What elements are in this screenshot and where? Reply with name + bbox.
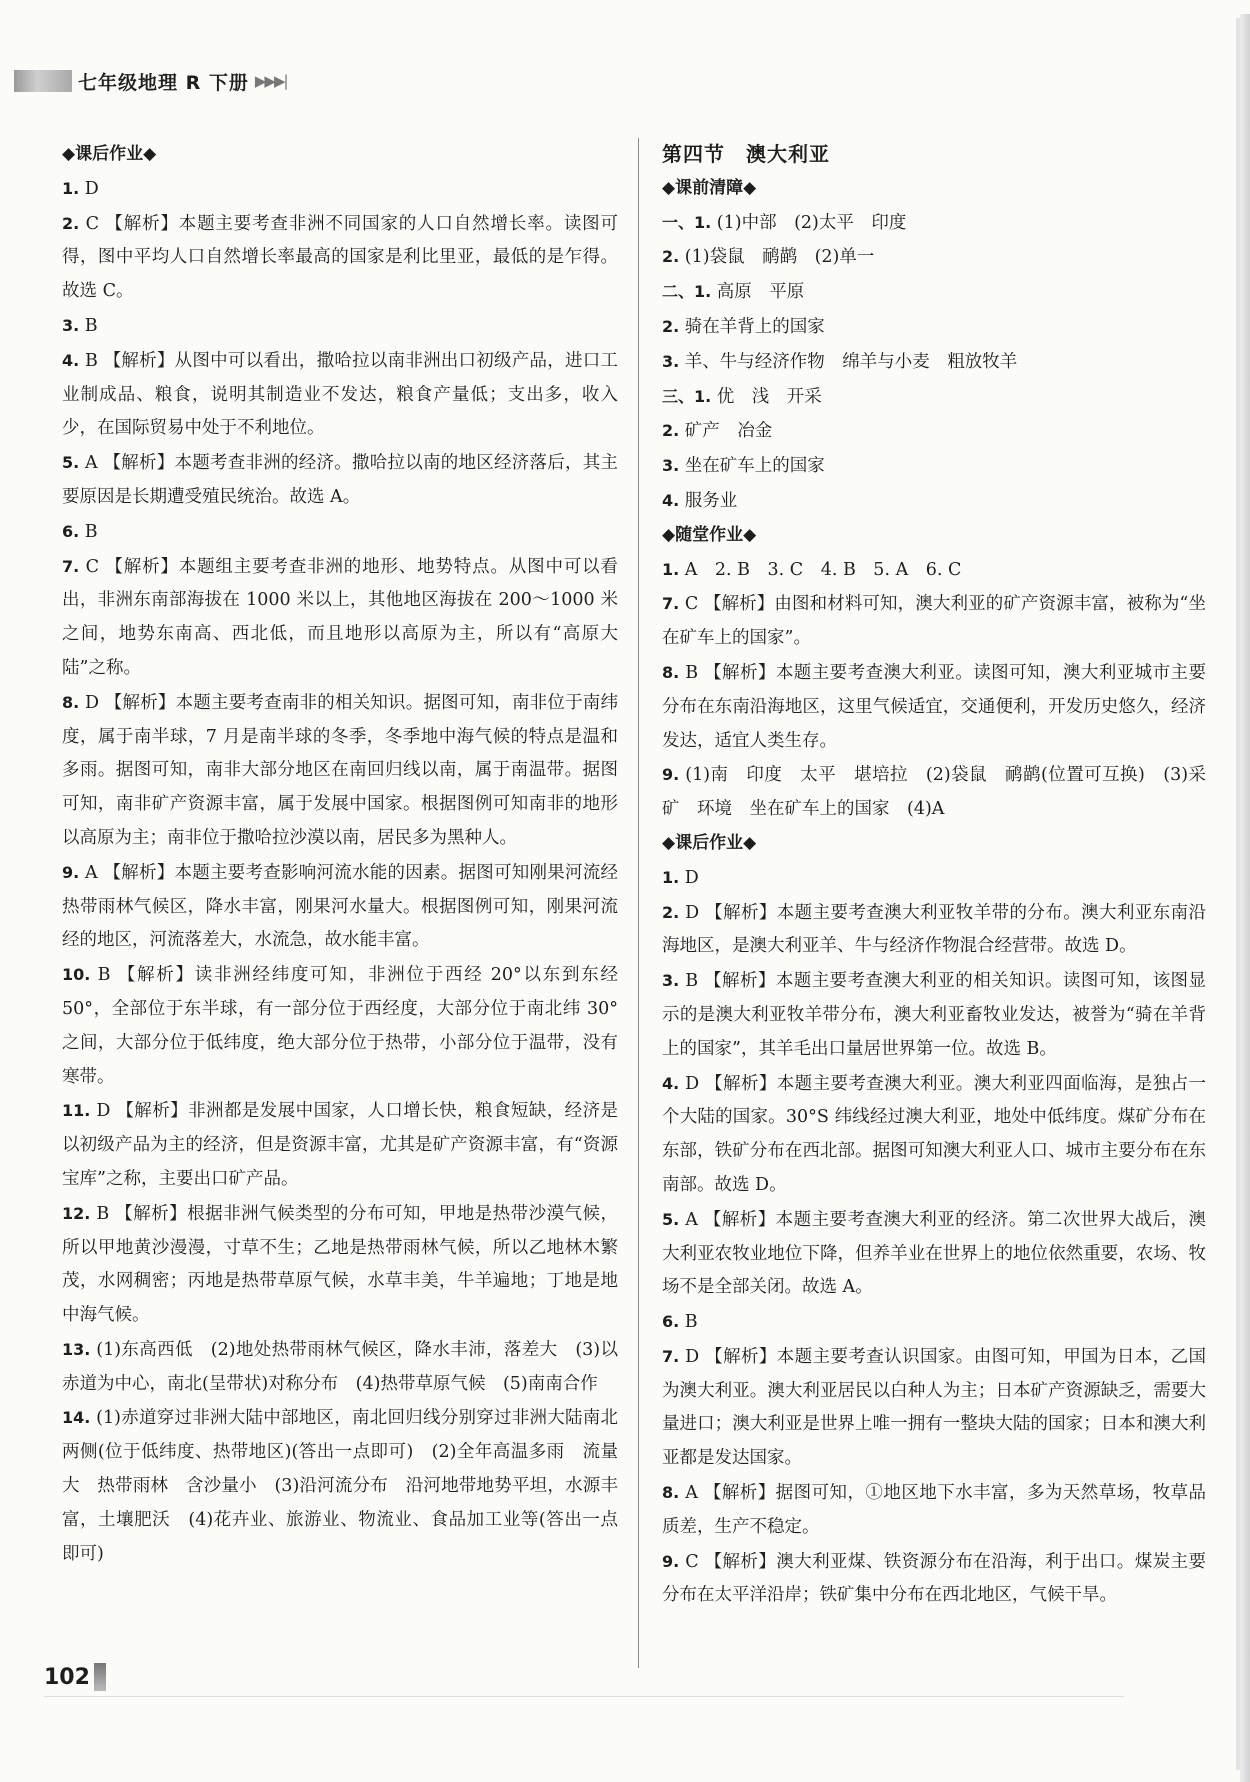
answer-item xyxy=(62,446,618,515)
answer-text: (1)袋鼠 鸸鹋 (2)单一 xyxy=(679,247,875,268)
answer-item xyxy=(662,1340,1206,1476)
answer-number: 3. xyxy=(662,351,680,371)
answer-text: D 【解析】本题主要考查澳大利亚。澳大利亚四面临海，是独占一个大陆的国家。30°S 纬线经过澳大利亚，地处中低纬度。煤矿分布在东部，铁矿分布在西北部。据图可知澳大利亚人口、城市主要分布在东南部。故选 D。 xyxy=(662,1073,1206,1195)
answer-text: B xyxy=(79,315,98,336)
left-column xyxy=(62,138,618,1571)
answer-number: 4. xyxy=(662,1073,680,1093)
section-heading: ◆随堂作业◆ xyxy=(662,524,757,545)
section-heading: ◆课后作业◆ xyxy=(662,832,757,853)
answer-item xyxy=(662,206,1206,241)
answer-number: 1. xyxy=(62,178,80,198)
answer-text: B xyxy=(79,521,98,542)
answer-text: (1)东高西低 (2)地处热带雨林气候区，降水丰沛，落差大 (3)以赤道为中心，南北(呈带状)对称分布 (4)热带草原气候 (5)南南合作 xyxy=(62,1339,618,1394)
answer-text: 坐在矿车上的国家 xyxy=(679,456,825,477)
answer-item xyxy=(62,686,618,856)
answer-item xyxy=(62,1094,618,1196)
answer-number: 3. xyxy=(662,456,680,476)
answer-text: (1)中部 (2)太平 印度 xyxy=(711,212,907,233)
answer-item xyxy=(662,380,1206,415)
answer-number: 11. xyxy=(62,1101,91,1121)
answer-number: 5. xyxy=(662,1209,680,1229)
answer-number: 二、1. xyxy=(662,282,712,302)
answer-item xyxy=(662,1305,1206,1340)
answer-number: 9. xyxy=(62,862,80,882)
answer-text: B 【解析】从图中可以看出，撒哈拉以南非洲出口初级产品，进口工业制成品、粮食，说明其制造业不发达，粮食产量低；支出多，收入少，在国际贸易中处于不利地位。 xyxy=(62,350,618,439)
section-heading: ◆课前清障◆ xyxy=(662,177,757,198)
answer-item xyxy=(62,207,618,309)
answer-number: 一、1. xyxy=(662,212,712,232)
answer-number: 3. xyxy=(62,315,80,335)
answer-item xyxy=(662,1476,1206,1545)
chapter-title: 第四节 澳大利亚 xyxy=(662,142,830,166)
answer-text: B 【解析】本题主要考查澳大利亚的相关知识。读图可知，该图显示的是澳大利亚牧羊带分布，澳大利亚畜牧业发达，被誉为“骑在羊背上的国家”，其羊毛出口量居世界第一位。故选 B。 xyxy=(662,971,1206,1059)
answer-item xyxy=(62,1333,618,1402)
answer-number: 7. xyxy=(662,1346,680,1366)
answer-number: 2. xyxy=(662,316,680,336)
answer-text: D 【解析】本题主要考查认识国家。由图可知，甲国为日本，乙国为澳大利亚。澳大利亚居民以白种人为主；日本矿产资源缺乏，需要大量进口；澳大利亚是世界上唯一拥有一整块大陆的国家；日本和澳大利亚都是发达国家。 xyxy=(662,1346,1206,1469)
answer-text: 优 浅 开采 xyxy=(711,386,822,407)
answer-item xyxy=(662,345,1206,380)
right-column xyxy=(662,138,1206,1613)
footer-rule xyxy=(44,1696,1124,1697)
answer-number: 8. xyxy=(662,662,680,682)
answer-text: D 【解析】本题主要考查南非的相关知识。据图可知，南非位于南纬度，属于南半球，7 月是南半球的冬季，冬季地中海气候的特点是温和多雨。据图可知，南非大部分地区在南回归线以南，属于南温带。据图可知，南非矿产资源丰富，属于发展中国家。根据图例可知南非的地形以高原为主；南非位于撒哈拉沙漠以南，居民多为黑种人。 xyxy=(62,692,618,848)
answer-number: 1. xyxy=(662,559,680,579)
answer-text: B 【解析】根据非洲气候类型的分布可知，甲地是热带沙漠气候，所以甲地黄沙漫漫，寸草不生；乙地是热带雨林气候，所以乙地林木繁茂，水网稠密；丙地是热带草原气候，水草丰美，牛羊遍地；丁地是地中海气候。 xyxy=(62,1203,618,1326)
answer-text: D xyxy=(79,178,99,199)
answer-item xyxy=(62,172,618,207)
section-heading: ◆课后作业◆ xyxy=(62,144,157,164)
page-footer xyxy=(44,1663,106,1691)
answer-item xyxy=(662,758,1206,827)
answer-item xyxy=(62,550,618,686)
page-number: 102 xyxy=(44,1664,90,1690)
answer-item xyxy=(662,896,1206,965)
answer-text: 骑在羊背上的国家 xyxy=(679,316,825,337)
answer-item xyxy=(662,484,1206,519)
answer-text: A 【解析】据图可知，①地区地下水丰富，多为天然草场，牧草品质差，生产不稳定。 xyxy=(662,1483,1206,1537)
header-title: 七年级地理 R 下册 xyxy=(78,71,249,94)
answer-text: D 【解析】本题主要考查澳大利亚牧羊带的分布。澳大利亚东南沿海地区，是澳大利亚羊、牛与经济作物混合经营带。故选 D。 xyxy=(662,902,1206,957)
answer-text: A 【解析】本题主要考查澳大利亚的经济。第二次世界大战后，澳大利亚农牧业地位下降，但养羊业在世界上的地位依然重要，农场、牧场不是全部关闭。故选 A。 xyxy=(662,1209,1206,1298)
answer-item xyxy=(662,414,1206,449)
answer-number: 2. xyxy=(662,421,680,441)
answer-text: (1)南 印度 太平 堪培拉 (2)袋鼠 鸸鹋(位置可互换) (3)采矿 环境 坐在矿车上的国家 (4)A xyxy=(662,765,1206,820)
answer-number: 9. xyxy=(662,765,680,785)
answer-text: C 【解析】本题主要考查非洲不同国家的人口自然增长率。读图可得，图中平均人口自然增长率最高的国家是利比里亚，最低的是乍得。故选 C。 xyxy=(62,213,618,302)
header-decoration xyxy=(14,70,72,92)
answer-item xyxy=(62,344,618,446)
answer-item xyxy=(662,310,1206,345)
answer-number: 9. xyxy=(662,1551,680,1571)
answer-number: 5. xyxy=(62,453,80,473)
answer-item xyxy=(662,275,1206,310)
answer-number: 2. xyxy=(662,247,680,267)
answer-number: 7. xyxy=(662,594,680,614)
answer-number: 12. xyxy=(62,1203,91,1223)
header-arrows-icon: ▶▶▶| xyxy=(254,72,287,90)
answer-text: C 【解析】由图和材料可知，澳大利亚的矿产资源丰富，被称为“坐在矿车上的国家”。 xyxy=(662,594,1206,649)
answer-item xyxy=(62,309,618,344)
answer-number: 8. xyxy=(62,692,80,712)
answer-text: A 【解析】本题考查非洲的经济。撒哈拉以南的地区经济落后，其主要原因是长期遭受殖民统治。故选 A。 xyxy=(62,453,618,507)
page-edge xyxy=(1240,14,1250,1782)
page-header xyxy=(14,66,287,96)
answer-item xyxy=(662,656,1206,758)
answer-item xyxy=(662,240,1206,275)
answer-item xyxy=(662,1545,1206,1614)
answer-text: (1)赤道穿过非洲大陆中部地区，南北回归线分别穿过非洲大陆南北两侧(位于低纬度、热带地区)(答出一点即可) (2)全年高温多雨 流量大 热带雨林 含沙量小 (3)沿河流分布 沿河地带地势平坦，水源丰富，土壤肥沃 (4)花卉业、旅游业、物流业、食品加工业等(答出一点即可) xyxy=(62,1408,618,1564)
answer-item xyxy=(662,1067,1206,1203)
answer-text: C 【解析】本题组主要考查非洲的地形、地势特点。从图中可以看出，非洲东南部海拔在 1000 米以上，其他地区海拔在 200～1000 米之间，地势东南高、西北低，而且地形以高原为主，所以有“高原大陆”之称。 xyxy=(62,556,618,678)
answer-text: A 2. B 3. C 4. B 5. A 6. C xyxy=(679,559,962,580)
answer-item xyxy=(62,515,618,550)
answer-text: B 【解析】本题主要考查澳大利亚。读图可知，澳大利亚城市主要分布在东南沿海地区，这里气候适宜，交通便利，开发历史悠久，经济发达，适宜人类生存。 xyxy=(662,662,1206,751)
answer-text: B xyxy=(679,1312,698,1333)
answer-item xyxy=(62,958,618,1094)
answer-text: D xyxy=(679,867,699,888)
answer-number: 2. xyxy=(62,213,80,233)
page-number-bar xyxy=(94,1663,106,1691)
answer-item xyxy=(662,1203,1206,1305)
answer-number: 13. xyxy=(62,1339,91,1359)
answer-number: 2. xyxy=(662,902,680,922)
answer-number: 3. xyxy=(662,971,680,991)
answer-text: 羊、牛与经济作物 绵羊与小麦 粗放牧羊 xyxy=(679,351,1018,372)
answer-item xyxy=(62,1197,618,1333)
answer-number: 14. xyxy=(62,1408,91,1428)
answer-number: 7. xyxy=(62,556,80,576)
answer-item xyxy=(662,449,1206,484)
answer-text: A 【解析】本题主要考查影响河流水能的因素。据图可知刚果河流经热带雨林气候区，降水丰富，刚果河水量大。根据图例可知，刚果河流经的地区，河流落差大，水流急，故水能丰富。 xyxy=(62,862,618,951)
answer-number: 10. xyxy=(62,965,91,985)
answer-number: 4. xyxy=(662,490,680,510)
answer-number: 三、1. xyxy=(662,386,712,406)
answer-item xyxy=(662,861,1206,896)
answer-item xyxy=(62,856,618,958)
answer-number: 8. xyxy=(662,1483,680,1503)
answer-number: 6. xyxy=(62,521,80,541)
answer-item xyxy=(662,587,1206,656)
answer-number: 1. xyxy=(662,867,680,887)
answer-number: 6. xyxy=(662,1312,680,1332)
answer-text: 高原 平原 xyxy=(711,282,805,303)
answer-text: 服务业 xyxy=(679,490,738,511)
answer-number: 4. xyxy=(62,350,80,370)
answer-item xyxy=(662,964,1206,1066)
answer-text: D 【解析】非洲都是发展中国家，人口增长快，粮食短缺，经济是以初级产品为主的经济，但是资源丰富，尤其是矿产资源丰富，有“资源宝库”之称，主要出口矿产品。 xyxy=(62,1101,618,1189)
answer-item xyxy=(62,1401,618,1571)
column-divider xyxy=(638,138,639,1668)
answer-text: B 【解析】读非洲经纬度可知，非洲位于西经 20°以东到东经 50°，全部位于东半球，有一部分位于西经度，大部分位于南北纬 30°之间，大部分位于低纬度，绝大部分位于热带，小部分位于温带，没有寒带。 xyxy=(62,965,618,1087)
answer-text: C 【解析】澳大利亚煤、铁资源分布在沿海，利于出口。煤炭主要分布在太平洋沿岸；铁矿集中分布在西北地区，气候干旱。 xyxy=(662,1551,1206,1606)
answer-text: 矿产 冶金 xyxy=(679,421,773,442)
answer-item xyxy=(662,553,1206,588)
